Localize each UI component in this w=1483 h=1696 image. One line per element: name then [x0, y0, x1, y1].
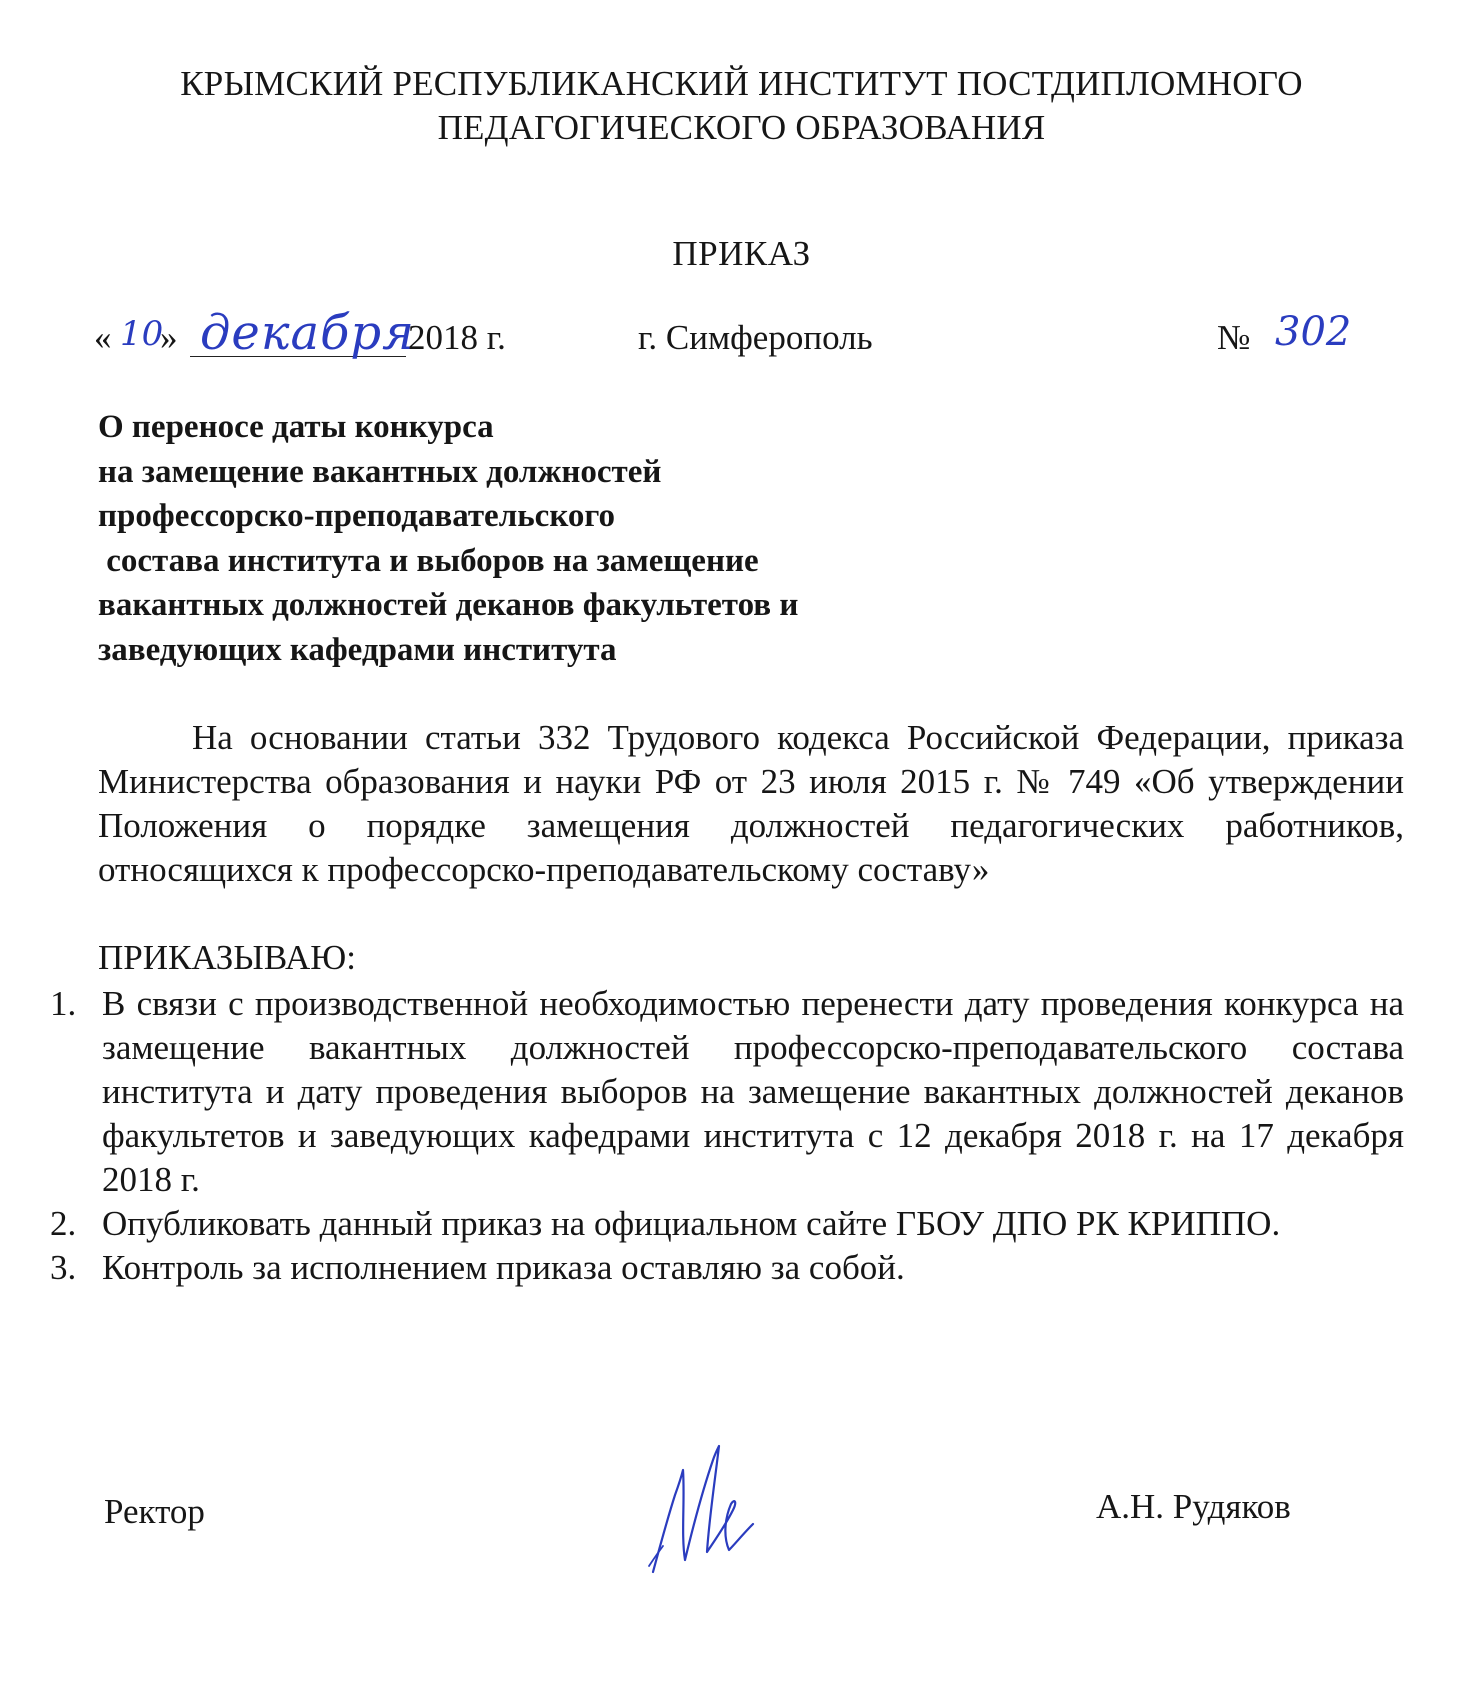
handwritten-signature — [645, 1440, 780, 1585]
order-item-text: Опубликовать данный приказ на официальном сайте ГБОУ ДПО РК КРИППО. — [102, 1204, 1281, 1243]
signer-role: Ректор — [104, 1492, 205, 1531]
institution-line-1: КРЫМСКИЙ РЕСПУБЛИКАНСКИЙ ИНСТИТУТ ПОСТДИПЛОМНОГО — [180, 64, 1303, 103]
signer-name: А.Н. Рудяков — [1096, 1487, 1291, 1526]
legal-basis-paragraph: На основании статьи 332 Трудового кодекса Российской Федерации, приказа Министерства образования и науки РФ от 23 июля 2015 г. № 749 «Об утверждении Положения о порядке замещения должностей педагогических работников, относящихся к профессорско-преподавательскому составу» — [98, 718, 1404, 889]
orders-list — [50, 982, 1404, 1290]
institution-name — [100, 62, 1383, 150]
date-day: 10 — [120, 314, 164, 354]
subject-line: на замещение вакантных должностей — [98, 453, 662, 490]
subject-line: состава института и выборов на замещение — [98, 542, 759, 579]
document-city: г. Симферополь — [638, 318, 873, 357]
institution-line-2: ПЕДАГОГИЧЕСКОГО ОБРАЗОВАНИЯ — [437, 108, 1046, 147]
date-month: декабря — [200, 305, 415, 361]
date-quote-open: « — [94, 318, 112, 357]
order-item-number: 1. — [50, 984, 77, 1023]
order-subject — [98, 405, 998, 672]
order-item — [50, 1202, 1404, 1246]
order-item-text: В связи с производственной необходимостью перенести дату проведения конкурса на замещение вакантных должностей профессорско-преподавательского состава института и дату проведения выборов на замещение вакантных должностей деканов факультетов и заведующих кафедрами института с 12 декабря 2018 г. на 17 декабря 2018 г. — [102, 984, 1404, 1199]
subject-line: заведующих кафедрами института — [98, 631, 617, 668]
document-number-label: № — [1217, 318, 1251, 357]
date-year: 2018 г. — [408, 318, 506, 357]
order-item — [50, 1246, 1404, 1290]
orders-heading: ПРИКАЗЫВАЮ: — [98, 938, 356, 977]
legal-basis — [98, 716, 1404, 892]
order-item — [50, 982, 1404, 1202]
subject-line: вакантных должностей деканов факультетов и — [98, 587, 799, 623]
order-item-number: 2. — [50, 1204, 77, 1243]
document-number: 302 — [1275, 309, 1352, 355]
document-type: ПРИКАЗ — [672, 234, 811, 273]
date-quote-close: » — [160, 318, 178, 357]
order-item-number: 3. — [50, 1248, 77, 1287]
subject-line: О переносе даты конкурса — [98, 409, 494, 445]
subject-line: профессорско-преподавательского — [98, 498, 616, 534]
order-item-text: Контроль за исполнением приказа оставляю за собой. — [102, 1248, 905, 1287]
